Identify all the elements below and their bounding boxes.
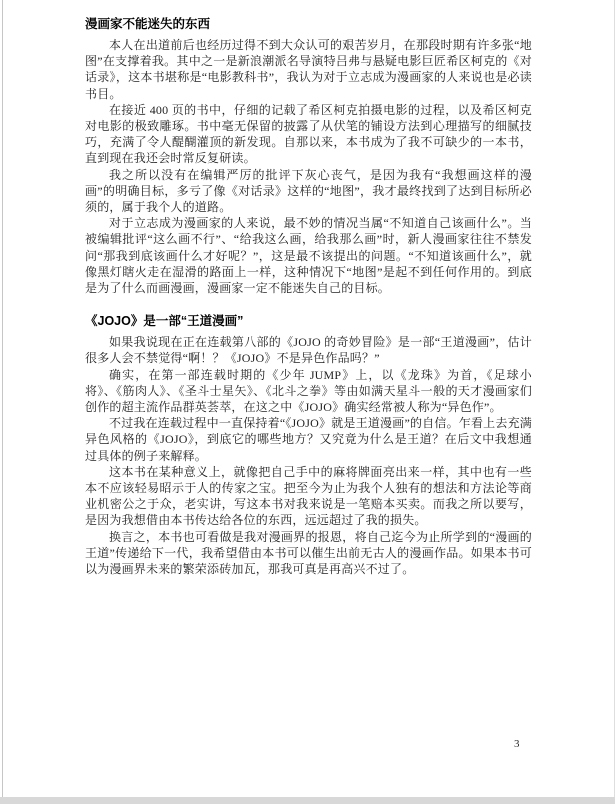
paragraph: 在接近 400 页的书中，仔细的记载了希区柯克拍摄电影的过程，以及希区柯克对电影的极致雕琢。书中毫无保留的披露了从伏笔的铺设方法到心理描写的细腻技巧，充满了令人醍醐灌顶的新发现。自那以来，本书成为了我不可缺少的一本书，直到现在我还会时常反复研读。 [85, 102, 532, 166]
content-area [85, 16, 532, 577]
section-jojo-kingly-manga [85, 313, 532, 577]
section-manga-artist-must-not-lose [85, 16, 532, 296]
page-left-edge-line [2, 0, 3, 797]
page-bottom-strip [0, 797, 615, 804]
paragraph: 确实，在第一部连载时期的《少年 JUMP》上，以《龙珠》为首，《足球小将》、《筋肉人》、《圣斗士星矢》、《北斗之拳》等由如满天星斗一般的天才漫画家们创作的超主流作品群英荟萃，在这之中《JOJO》确实经常被人称为“异色作”。 [85, 367, 532, 415]
paragraph: 这本书在某种意义上，就像把自己手中的麻将牌面亮出来一样，其中也有一些本不应该轻易昭示于人的传家之宝。把至今为止为我个人独有的想法和方法论等商业机密公之于众，老实讲，写这本书对我来说是一笔赔本买卖。而我之所以要写，是因为我想借由本书传达给各位的东西，远远超过了我的损失。 [85, 464, 532, 528]
paragraph: 换言之，本书也可看做是我对漫画界的报恩，将自己迄今为止所学到的“漫画的王道”传递给下一代，我希望借由本书可以催生出前无古人的漫画作品。如果本书可以为漫画界未来的繁荣添砖加瓦，那我可真是再高兴不过了。 [85, 529, 532, 577]
section-heading: 漫画家不能迷失的东西 [85, 17, 211, 31]
section-heading: 《JOJO》是一部“王道漫画” [85, 314, 244, 329]
paragraph: 我之所以没有在编辑严厉的批评下灰心丧气，是因为我有“我想画这样的漫画”的明确目标，多亏了像《对话录》这样的“地图”，我才最终找到了达到目标所必须的，属于我个人的道路。 [85, 167, 532, 215]
paragraph: 如果我说现在正在连载第八部的《JOJO 的奇妙冒险》是一部“王道漫画”，估计很多人会不禁觉得“啊！？《JOJO》不是异色作品吗？” [85, 335, 532, 366]
paragraph: 本人在出道前后也经历过得不到大众认可的艰苦岁月，在那段时期有许多张“地图”在支撑着我。其中之一是新浪潮派名导演特吕弗与悬疑电影巨匠希区柯克的《对话录》，这本书堪称是“电影教科书”，我认为对于立志成为漫画家的人来说也是必读书目。 [85, 38, 532, 101]
page-number: 3 [514, 738, 520, 750]
paragraph: 对于立志成为漫画家的人来说，最不妙的情况当属“不知道自己该画什么”。当被编辑批评“这么画不行”、“给我这么画，给我那么画”时，新人漫画家往往不禁发问“那我到底该画什么才好呢？”，这是最不该提出的问题。“不知道该画什么”，就像黑灯瞎火走在湿滑的路面上一样，这种情况下“地图”是起不到任何作用的。到底是为了什么而画漫画，漫画家一定不能迷失自己的目标。 [85, 216, 532, 296]
paragraph: 不过我在连载过程中一直保持着“《JOJO》就是王道漫画”的自信。乍看上去充满异色风格的《JOJO》，到底它的哪些地方？又究竟为什么是王道？在后文中我想通过具体的例子来解释。 [85, 416, 532, 463]
